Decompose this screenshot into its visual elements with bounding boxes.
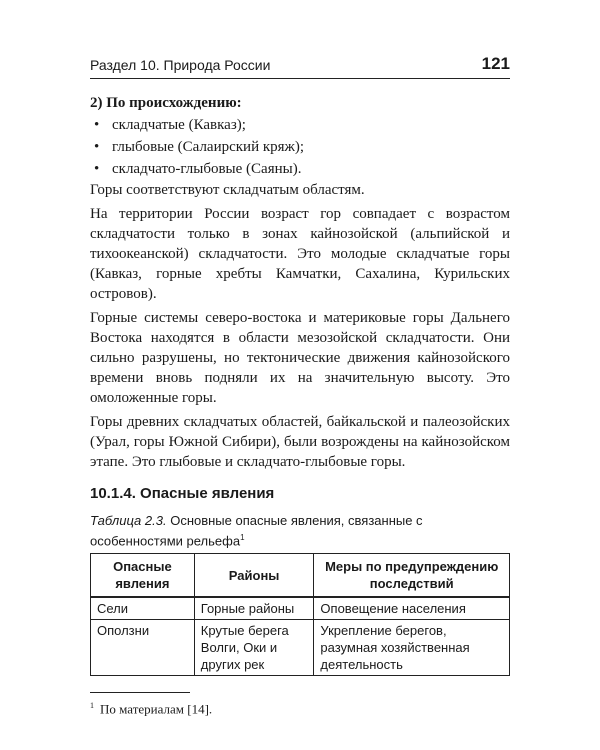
footnote-ref: 1 <box>240 533 245 542</box>
subsection-title: 10.1.4. Опасные явления <box>90 485 275 502</box>
list-item <box>90 136 510 158</box>
table-cell: Укрепление берегов, разумная хозяйственная деятельность <box>314 620 510 676</box>
bullet-icon: • <box>94 117 100 133</box>
table-caption-label: Таблица 2.3. <box>90 513 167 528</box>
paragraph: Горные системы северо-востока и материковые горы Дальнего Востока находятся в области мезозойской складчатости. Они сильно разрушены, но тектонические движения кайнозойского времени вновь подняли их на значительную высоту. Это омоложенные горы. <box>90 310 510 406</box>
table-header-row <box>91 554 510 598</box>
column-header: Меры по предупреждению последствий <box>314 554 510 598</box>
footnote-text: По материалам [14]. <box>100 701 213 717</box>
origin-heading: 2) По происхождению: <box>90 95 242 111</box>
footnote-mark: 1 <box>90 701 94 711</box>
list-item-text: складчато-глыбовые (Саяны). <box>112 161 302 177</box>
list-item-text: глыбовые (Салаирский кряж); <box>112 139 305 155</box>
paragraph: На территории России возраст гор совпадает с возрастом складчатости только в зонах кайнозойской (альпийской и тихоокеанской) складчатости. Это молодые складчатые горы (Кавказ, горные хребты Камчатки, Сахалина, Курильских островов). <box>90 206 510 302</box>
footnote-divider <box>90 692 190 693</box>
paragraph: Горы соответствуют складчатым областям. <box>90 182 365 198</box>
running-header <box>90 52 510 79</box>
section-title: Раздел 10. Природа России <box>90 57 271 73</box>
table-cell: Оповещение населения <box>314 597 510 620</box>
table-cell: Горные районы <box>194 597 314 620</box>
table-caption-text: Основные опасные явления, связанные с особенностями рельефа <box>90 513 423 549</box>
table-row <box>91 597 510 620</box>
list-item <box>90 158 510 180</box>
paragraph: Горы древних складчатых областей, байкальской и палеозойских (Урал, горы Южной Сибири), были возрождены на кайнозойском этапе. Это глыбовые и складчато-глыбовые горы. <box>90 414 510 470</box>
page-content <box>90 92 510 719</box>
footnote <box>90 697 510 718</box>
bullet-icon: • <box>94 139 100 155</box>
bullet-icon: • <box>94 161 100 177</box>
table-cell: Оползни <box>91 620 195 676</box>
list-item-text: складчатые (Кавказ); <box>112 117 246 133</box>
table-cell: Крутые берега Волги, Оки и других рек <box>194 620 314 676</box>
column-header: Опасные явления <box>91 554 195 598</box>
table-row <box>91 620 510 676</box>
page-number: 121 <box>481 54 510 73</box>
column-header: Районы <box>194 554 314 598</box>
table-cell: Сели <box>91 597 195 620</box>
list-item <box>90 114 510 136</box>
table-caption <box>90 512 510 549</box>
origin-list <box>90 114 510 180</box>
hazards-table <box>90 553 510 676</box>
